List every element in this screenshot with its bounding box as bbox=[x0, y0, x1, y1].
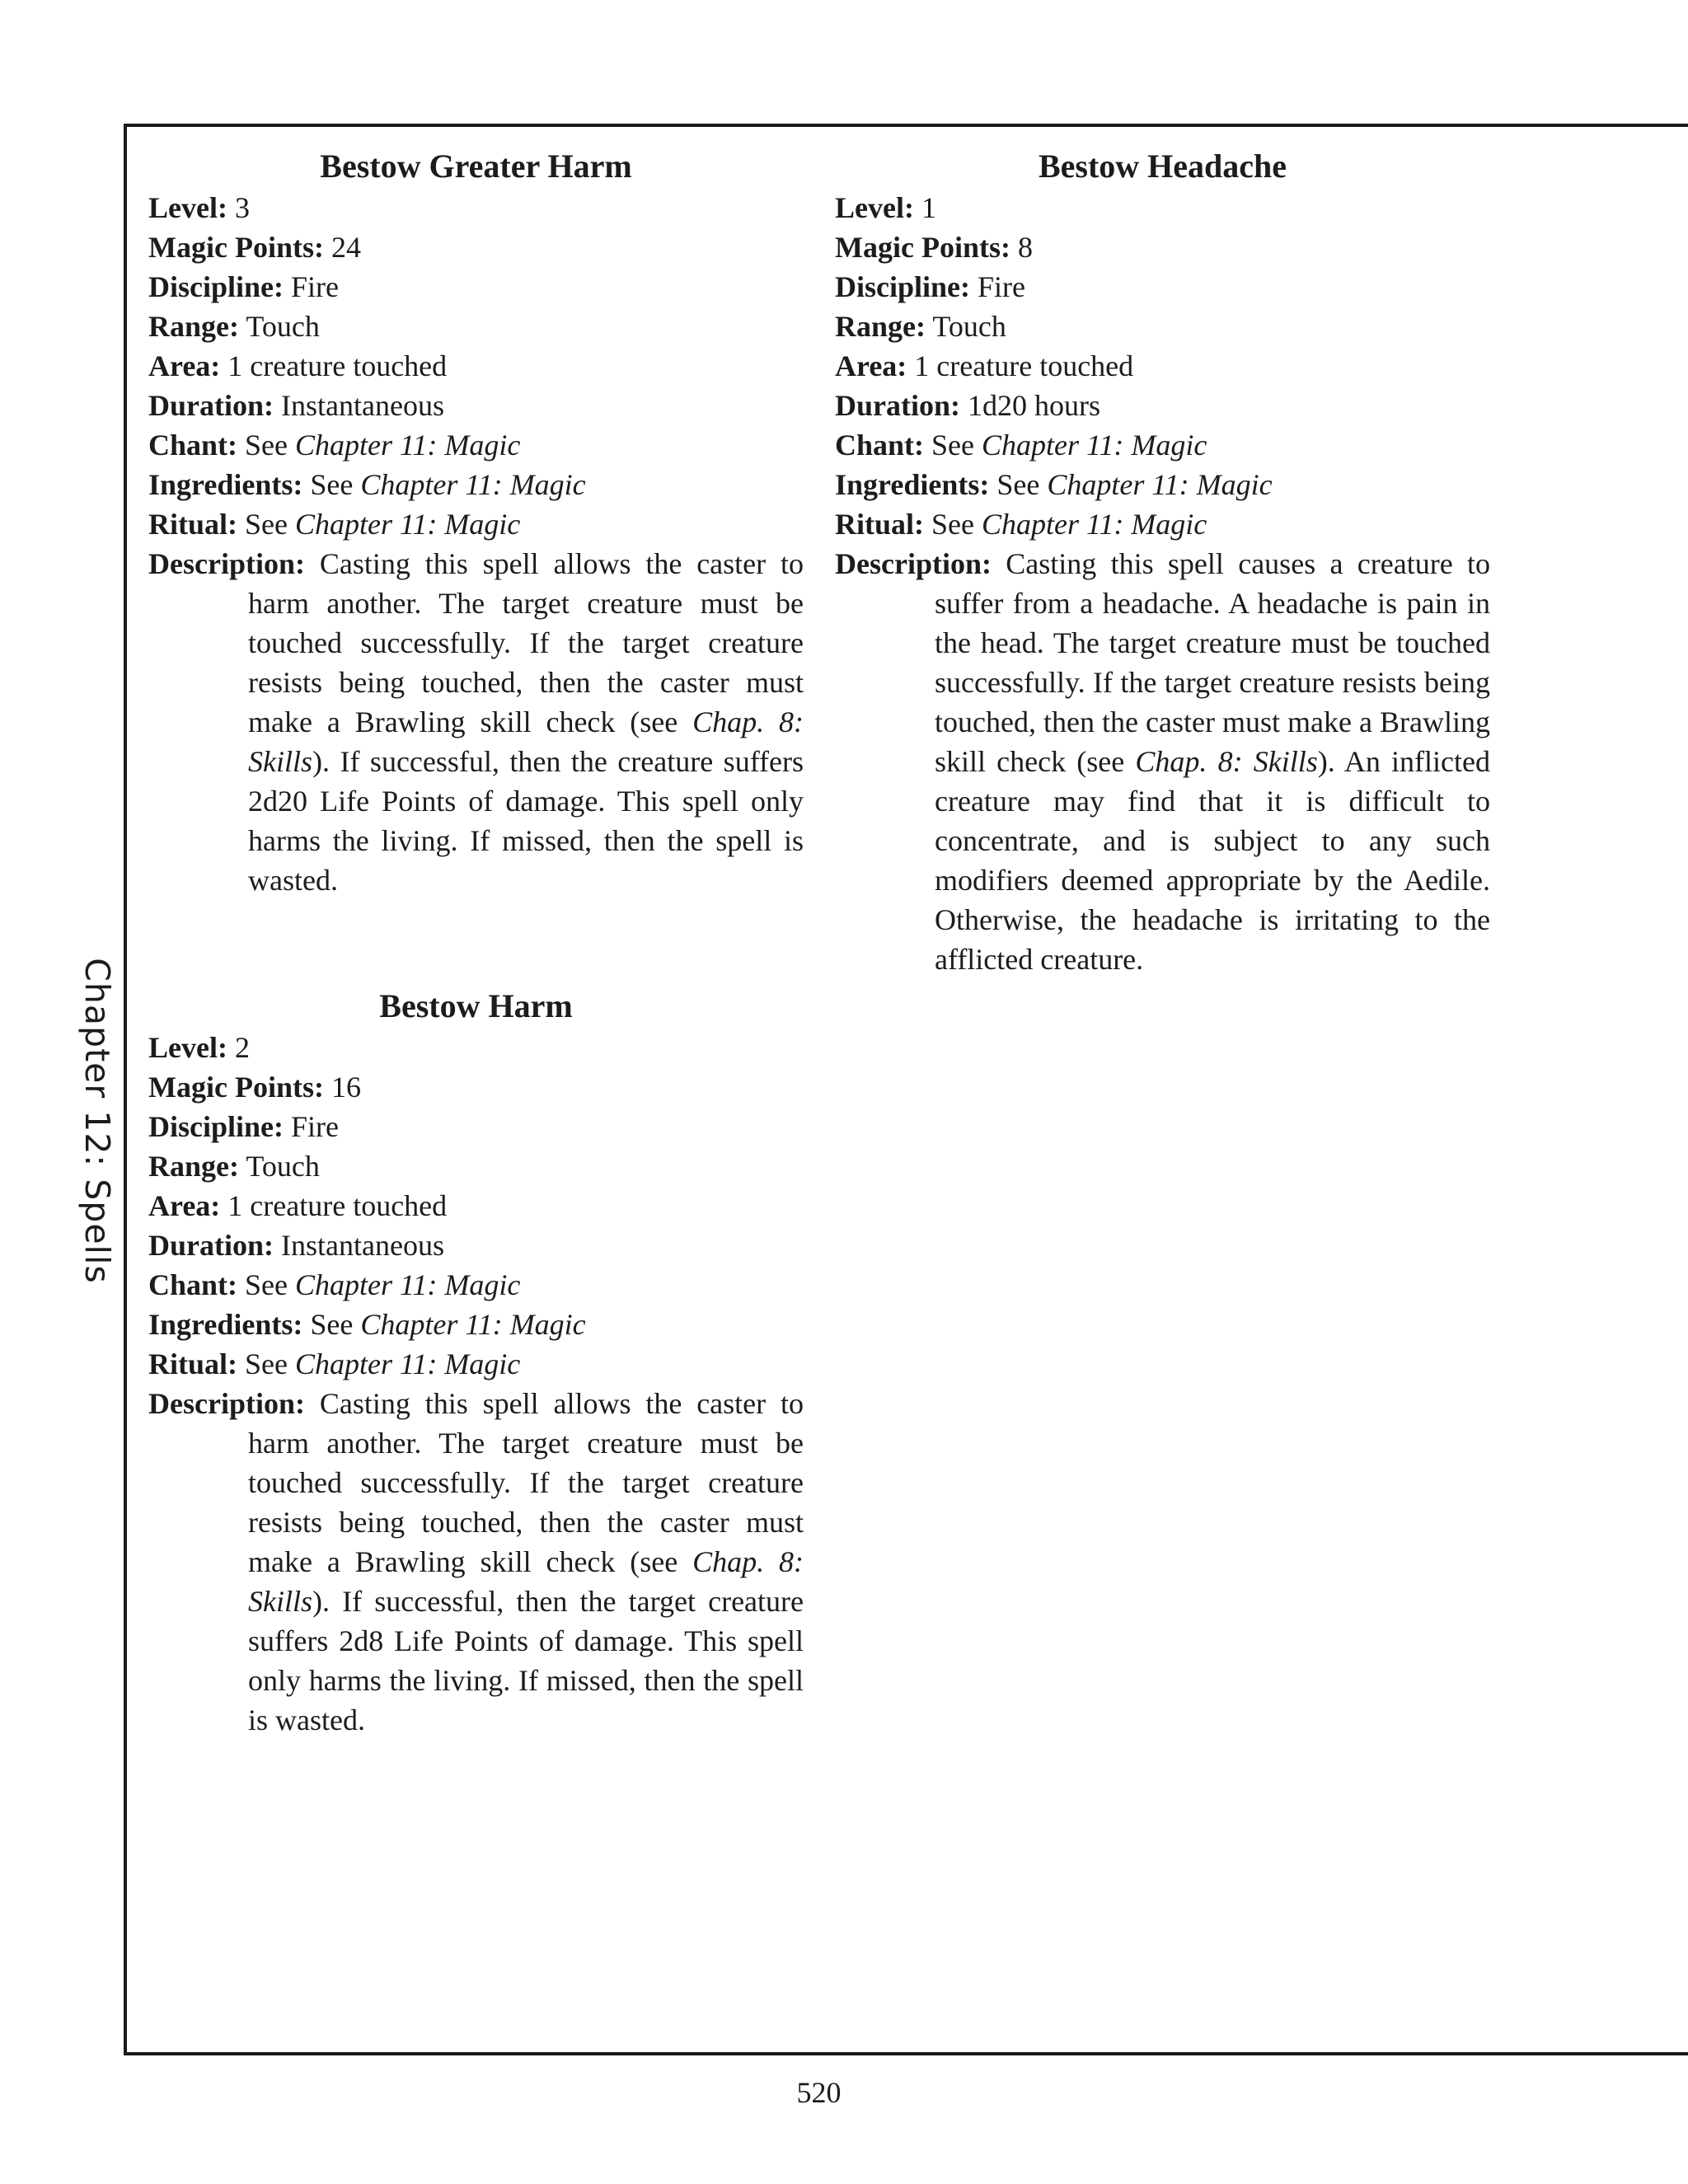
see-text: See bbox=[310, 1308, 354, 1341]
range-value: Touch bbox=[246, 310, 320, 343]
level-field bbox=[148, 1028, 804, 1067]
discipline-label: Discipline: bbox=[148, 1110, 284, 1143]
description-field bbox=[148, 544, 804, 900]
range-label: Range: bbox=[148, 1150, 239, 1183]
area-label: Area: bbox=[835, 349, 907, 382]
chant-label: Chant: bbox=[148, 429, 238, 462]
description-label: Description: bbox=[835, 547, 992, 580]
see-text: See bbox=[245, 429, 288, 462]
see-text: See bbox=[245, 1347, 288, 1380]
spell-entry-bestow-greater-harm bbox=[148, 145, 804, 900]
see-text: See bbox=[931, 429, 975, 462]
chapter-reference: Chapter 11: Magic bbox=[294, 508, 521, 541]
see-text: See bbox=[931, 508, 974, 541]
description-field bbox=[148, 1384, 804, 1740]
chapter-reference: Chapter 11: Magic bbox=[295, 1268, 521, 1301]
spell-title: Bestow Greater Harm bbox=[320, 148, 632, 185]
description-text-cont: ). If successful, then the creature suffers 2d20 Life Points of damage. This spell only harms the living. If missed, then the spell is wasted. bbox=[248, 745, 804, 897]
ingredients-field bbox=[835, 465, 1490, 504]
area-label: Area: bbox=[148, 349, 221, 382]
level-field bbox=[835, 188, 1490, 227]
magic-points-label: Magic Points: bbox=[835, 231, 1010, 264]
chapter-reference: Chapter 11: Magic bbox=[360, 1308, 586, 1341]
level-value: 2 bbox=[234, 1031, 250, 1064]
chapter-reference: Chapter 11: Magic bbox=[982, 429, 1207, 462]
ritual-field bbox=[835, 504, 1490, 544]
ritual-field bbox=[148, 504, 804, 544]
area-field bbox=[148, 346, 804, 386]
spell-title: Bestow Harm bbox=[379, 987, 573, 1024]
skills-reference: Chap. 8: Skills bbox=[1135, 745, 1318, 778]
level-value: 1 bbox=[921, 191, 936, 224]
chapter-reference: Chapter 11: Magic bbox=[360, 468, 586, 501]
discipline-value: Fire bbox=[291, 270, 340, 303]
description-text: Casting this spell causes a creature to suffer from a headache. A headache is pain in the head. The target creature must be touched successfully. If the target creature resists being touched, then the caster must make a Brawling skill check (see bbox=[935, 547, 1490, 778]
area-field bbox=[148, 1186, 804, 1226]
duration-label: Duration: bbox=[835, 389, 960, 422]
description-text-cont: ). An inflicted creature may find that it is difficult to concentrate, and is subject to any such modifiers deemed appropriate by the Aedile. Otherwise, the headache is irritating to the afflicted creature. bbox=[935, 745, 1491, 976]
chant-field bbox=[148, 1265, 804, 1305]
magic-points-field bbox=[148, 1067, 804, 1107]
range-value: Touch bbox=[932, 310, 1006, 343]
duration-value: Instantaneous bbox=[281, 1229, 444, 1262]
duration-field bbox=[148, 1226, 804, 1265]
level-value: 3 bbox=[234, 191, 250, 224]
magic-points-value: 16 bbox=[331, 1071, 361, 1104]
description-label: Description: bbox=[148, 1387, 305, 1420]
spell-title: Bestow Headache bbox=[1038, 148, 1287, 185]
ritual-label: Ritual: bbox=[835, 508, 924, 541]
discipline-field bbox=[835, 267, 1490, 307]
chant-field bbox=[835, 425, 1490, 465]
page-number: 520 bbox=[796, 2076, 842, 2109]
skills-reference: Chap. 8: Skills bbox=[248, 1545, 804, 1618]
duration-value: 1d20 hours bbox=[968, 389, 1100, 422]
description-text-cont: ). If successful, then the target creature suffers 2d8 Life Points of damage. This spell only harms the living. If missed, then the spell is wasted. bbox=[248, 1585, 804, 1736]
range-field bbox=[148, 307, 804, 346]
range-field bbox=[148, 1146, 804, 1186]
ingredients-label: Ingredients: bbox=[835, 468, 990, 501]
duration-label: Duration: bbox=[148, 389, 274, 422]
chapter-side-label: Chapter 12: Spells bbox=[77, 958, 117, 1284]
skills-reference: Chap. 8: Skills bbox=[248, 705, 804, 778]
ingredients-label: Ingredients: bbox=[148, 468, 303, 501]
see-text: See bbox=[245, 508, 288, 541]
magic-points-field bbox=[148, 227, 804, 267]
level-label: Level: bbox=[148, 191, 227, 224]
ritual-field bbox=[148, 1344, 804, 1384]
ritual-label: Ritual: bbox=[148, 508, 237, 541]
chant-field bbox=[148, 425, 804, 465]
magic-points-field bbox=[835, 227, 1490, 267]
chapter-reference: Chapter 11: Magic bbox=[295, 429, 521, 462]
range-value: Touch bbox=[246, 1150, 320, 1183]
discipline-field bbox=[148, 267, 804, 307]
level-field bbox=[148, 188, 804, 227]
area-label: Area: bbox=[148, 1189, 221, 1222]
discipline-field bbox=[148, 1107, 804, 1146]
see-text: See bbox=[310, 468, 354, 501]
chapter-reference: Chapter 11: Magic bbox=[294, 1347, 521, 1380]
area-value: 1 creature touched bbox=[914, 349, 1134, 382]
spell-entry-bestow-headache bbox=[835, 145, 1490, 979]
see-text: See bbox=[245, 1268, 288, 1301]
discipline-value: Fire bbox=[978, 270, 1026, 303]
range-label: Range: bbox=[148, 310, 239, 343]
duration-value: Instantaneous bbox=[281, 389, 444, 422]
magic-points-label: Magic Points: bbox=[148, 231, 324, 264]
duration-field bbox=[835, 386, 1490, 425]
range-label: Range: bbox=[835, 310, 926, 343]
ingredients-label: Ingredients: bbox=[148, 1308, 303, 1341]
duration-label: Duration: bbox=[148, 1229, 274, 1262]
description-text: Casting this spell allows the caster to harm another. The target creature must be touched successfully. If the target creature resists being touched, then the caster must make a Brawling skill check (see bbox=[248, 547, 804, 738]
discipline-label: Discipline: bbox=[148, 270, 284, 303]
chant-label: Chant: bbox=[148, 1268, 238, 1301]
chapter-reference: Chapter 11: Magic bbox=[981, 508, 1207, 541]
chapter-reference: Chapter 11: Magic bbox=[1047, 468, 1273, 501]
description-field bbox=[835, 544, 1490, 979]
duration-field bbox=[148, 386, 804, 425]
description-text: Casting this spell allows the caster to harm another. The target creature must be touched successfully. If the target creature resists being touched, then the caster must make a Brawling skill check (see bbox=[248, 1387, 804, 1578]
ingredients-field bbox=[148, 465, 804, 504]
see-text: See bbox=[996, 468, 1040, 501]
range-field bbox=[835, 307, 1490, 346]
magic-points-value: 8 bbox=[1017, 231, 1033, 264]
level-label: Level: bbox=[835, 191, 914, 224]
spell-entry-bestow-harm bbox=[148, 985, 804, 1740]
level-label: Level: bbox=[148, 1031, 227, 1064]
area-field bbox=[835, 346, 1490, 386]
magic-points-label: Magic Points: bbox=[148, 1071, 324, 1104]
magic-points-value: 24 bbox=[331, 231, 361, 264]
area-value: 1 creature touched bbox=[227, 349, 448, 382]
chant-label: Chant: bbox=[835, 429, 925, 462]
area-value: 1 creature touched bbox=[227, 1189, 448, 1222]
discipline-label: Discipline: bbox=[835, 270, 971, 303]
discipline-value: Fire bbox=[291, 1110, 340, 1143]
description-label: Description: bbox=[148, 547, 305, 580]
ingredients-field bbox=[148, 1305, 804, 1344]
ritual-label: Ritual: bbox=[148, 1347, 237, 1380]
